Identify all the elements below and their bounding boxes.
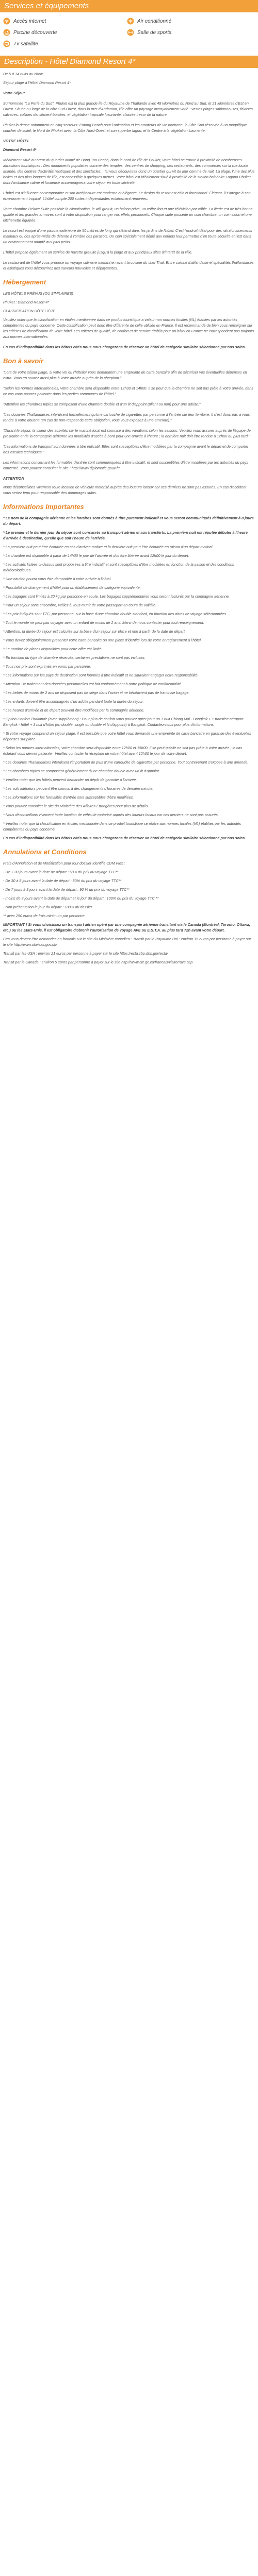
services-list xyxy=(0,12,258,52)
info-list xyxy=(3,515,255,841)
paragraph: * Les informations sur les pays de destination sont fournies à titre indicatif et ne sauraient engager notre responsabilité. xyxy=(3,673,199,677)
paragraph: "Lors de votre séjour plage, si votre vol ou l'hôtelier vous demandent une empreinte de carte bancaire afin de sécuriser vos éventuelles dépenses en extra. Vous en saurez aussi plus à votre arrivée auprès de la réception." xyxy=(3,370,247,380)
paragraph: Phuket la dense notamment en cinq secteurs: Patong Beach pour l'animation et les amateurs de vie nocturne, la Côte Sud réservée à un magnifique coucher de soleil, le Nord de Phuket avec, la Côte Nord-Ouest et son superbe lagon, et le Centre à la végétation luxuriante. xyxy=(3,123,247,133)
dumbbell-icon xyxy=(127,29,134,36)
wifi-icon xyxy=(3,18,10,25)
service-label: Piscine découverte xyxy=(13,29,57,36)
paragraph: "Durant le séjour, la valeur des activités sur le marché local est soumise à des variations selon les saisons. Veuillez vous assurer auprès de l'équipe de prestation et de la compagnie aérienne les modalités d'accès à bord pour une arrivée à l'heure ; la dernière nuit doit être rendue à 12h00 au plus tard." xyxy=(3,428,251,438)
services-title: Services et équipements xyxy=(4,2,89,10)
section-subheading: Diamond Resort 4* xyxy=(3,147,37,152)
paragraph: * Selon les normes internationales, votre chambre sera disponible entre 12h00 et 15h00. Il se peut qu'elle ne soit pas prête à votre arrivée ; le cas échéant vous devrez patienter. Veuillez contacter la réception de votre hôtel avant 12h00 le jour de votre départ. xyxy=(3,745,243,756)
paragraph: * Les bébés de moins de 2 ans ne disposent pas de siège dans l'avion et ne bénéficient pas de franchise bagage. xyxy=(3,690,190,695)
paragraph: - Non présentation le jour du départ : 100% du dossier xyxy=(3,905,92,909)
paragraph: Veuillez noter que la classification en étoiles mentionnée dans ce produit touristique a valeur non normes locales (NL) établies par les autorités compétentes du pays concerné. Cette classification peut donc être différente de celle utilisée en France. Il est recommandé de bien vous renseigner sur les critères de classification de votre hôtel. Les critères de qualité, de confort et de service établis pour un hôtel en France ne correspondent pas toujours aux normes internationales. xyxy=(3,317,254,339)
service-label: Salle de sports xyxy=(137,29,172,36)
paragraph: Idéalement situé au cœur du quartier animé de Bang Tao Beach, dans le nord de l'île de Phuket, votre hôtel se trouve à proximité de nombreuses attractions touristiques : Des monuments populaires comme des temples, des centres de shopping, des restaurants, des commerces sur la rue locale animée, des centres d'activités nautiques et des spectacles... Ici vous découvrirez donc un quartier qui vit de jour comme de nuit. La plage, l'une des plus belles et des plus longues de l'île, est accessible à quelques mètres. Votre hôtel est idéalement situé à proximité de la station balnéaire Laguna Phuket dont l'ambiance calme et luxueuse accompagnera votre séjour en toute sérénité. xyxy=(3,158,255,185)
info-heading: Informations Importantes xyxy=(3,503,84,511)
hebergement-heading: Hébergement xyxy=(3,278,46,286)
paragraph: * Nous déconseillons vivement toute location de véhicule motorisé auprès des loueurs locaux car ces derniers ne sont pas assurés. xyxy=(3,812,219,817)
paragraph: En cas d'indisponibilité dans les hôtels cités nous nous chargerons de réserver un hôtel de catégorie similaire sélectionné par nos soins. xyxy=(3,345,246,349)
paragraph: "Les douanes Thaïlandaises interdisent formellement qu'une cartouche de cigarettes par personne à l'entrée sur leur territoire. Il n'est donc pas à vous rendre à votre douane (en cas de non-respect de cette obligation, vous vous exposez à une amende)." xyxy=(3,412,250,422)
paragraph: "Selon les normes internationales, votre chambre sera disponible entre 12h00 et 14h00. Il se peut que la chambre ne soit pas prête à votre arrivée, dans ce cas vous pourrez patienter dans les parties communes de l'hôtel." xyxy=(3,386,253,396)
paragraph: * Attention : le traitement des données personnelles est fait conformément à notre politique de confidentialité. xyxy=(3,682,182,686)
paragraph: * En fonction du type de chambre réservée, certaines prestations ne sont pas incluses. xyxy=(3,655,146,660)
paragraph: * Attention, la durée du séjour est calculée sur la base d'un séjour sur place et non à partir de la date de départ. xyxy=(3,629,186,634)
paragraph: * Vous pouvez consulter le site du Ministère des Affaires Étrangères pour plus de détails. xyxy=(3,804,149,808)
annulation-heading: Annulations et Conditions xyxy=(3,848,87,856)
paragraph: * Les informations sur les formalités d'entrée sont susceptibles d'être modifiées. xyxy=(3,795,134,800)
paragraph: Votre chambre Deluxe Suite possède la climatisation, le wifi gratuit, un balcon privé, un coffre-fort et une télévision par câble. La literie est de très bonne qualité et les grandes armoires sont à votre disposition pour ranger vos effets personnels. Chaque suite possède un coin chambre, un coin salon et une kitchenette équipée. xyxy=(3,207,253,223)
service-internet xyxy=(3,18,127,25)
paragraph: * Vous devez obligatoirement présenter votre carte bancaire ou une pièce d'identité lors de votre enregistrement à l'hôtel. xyxy=(3,638,202,642)
paragraph: LES HÔTELS PRÉVUS (OU SIMILAIRES) xyxy=(3,291,73,296)
paragraph: * Tous nos prix sont exprimés en euros par personne. xyxy=(3,664,91,669)
paragraph: L'hôtel est d'influence contemporaine et son architecture est moderne et élégante. Le design du resort est chic et fonctionnel. Élégant, il s'intègre à son environnement tropical. L'hôtel compte 200 suites indépendantes entièrement rénovées. xyxy=(3,191,251,201)
paragraph: * Une caution pourra vous être demandée à votre arrivée à l'hôtel. xyxy=(3,577,111,581)
paragraph: * Le nombre de places disponibles pour cette offre est limité. xyxy=(3,647,103,651)
attention-heading: ATTENTION xyxy=(3,476,24,481)
paragraph: CLASSIFICATION HÔTELIÈRE xyxy=(3,309,56,313)
paragraph: - moins de 3 jours avant la date de départ et le jour du départ : 100% du prix du voyage TTC ** xyxy=(3,896,159,901)
paragraph: * Si votre voyage comprend un séjour plage, il est possible que votre hôtel vous demande une empreinte de carte bancaire en garantie des éventuelles dépenses sur place. xyxy=(3,731,251,741)
paragraph: - De 30 à 8 jours avant la date de départ : 80% du prix du voyage TTC** xyxy=(3,878,122,883)
paragraph: Les informations concernant les formalités d'entrée sont communiquées à titre indicatif, et sont susceptibles d'être modifiées par les autorités du pays concerné. Vous pouvez consulter le site : http://www.diplomatie.gouv.fr/ xyxy=(3,460,248,470)
service-label: Tv satellite xyxy=(13,41,38,47)
paragraph: * Les prix indiqués sont TTC, par personne, sur la base d'une chambre double standard, en fonction des dates de voyage sélectionnées. xyxy=(3,612,228,616)
page xyxy=(0,0,258,973)
paragraph: "Attention les chambres triples se composent d'une chambre double et d'un lit d'appoint (pliant ou non) pour une adulte." xyxy=(3,402,201,406)
service-air-conditioning xyxy=(127,18,251,25)
paragraph: * Possibilité de changement d'hôtel pour un établissement de catégorie équivalente. xyxy=(3,585,141,590)
snowflake-icon xyxy=(127,18,134,25)
paragraph: * Veuillez noter que les hôtels peuvent demander un dépôt de garantie à l'arrivée. xyxy=(3,777,137,782)
paragraph: * Les bagages sont limités à 20 kg par personne en soute. Les bagages supplémentaires vous seront facturés par la compagnie aérienne. xyxy=(3,594,230,599)
service-pool xyxy=(3,29,127,36)
paragraph: Transit par les USA : environ 21 euros par personne à payer sur le site https://esta.cbp.dhs.gov/esta/ xyxy=(3,951,168,956)
paragraph: Phuket : Diamond Resort 4* xyxy=(3,300,50,304)
paragraph: En cas d'indisponibilité dans les hôtels cités nous nous chargerons de réserver un hôtel de catégorie similaire sélectionné par nos soins. xyxy=(3,836,246,840)
description-header xyxy=(0,56,258,68)
paragraph: * Veuillez noter que la classification en étoiles mentionnée dans ce produit touristique se réfère aux normes locales (NL) établies par les autorités compétentes du pays concerné. xyxy=(3,821,241,832)
paragraph: * Les activités listées ci-dessus sont proposées à titre indicatif et sont susceptibles d'être modifiées en fonction de la saison et des conditions météorologiques. xyxy=(3,562,234,572)
section-heading: Votre Séjour xyxy=(3,91,25,95)
paragraph: Ces vous devrez être demandes en français sur le site du Ministère canadien : Transit par le Royaume Uni : environ 15 euros par personne à payer sur le site http://www.ukvisas.gov.uk/ xyxy=(3,937,251,947)
paragraph: "Les informations de transport sont données à titre indicatif. Elles sont susceptibles d'être modifiées par la compagnie avant le départ et de comporter des escales techniques." xyxy=(3,444,249,454)
paragraph: Surnommée "La Perle du Sud", Phuket est la plus grande île du Royaume de Thaïlande avec 48 kilomètres du Nord au Sud, et 21 kilomètres d'Est en Ouest. Située au large de la côte Sud-Ouest, dans la mer d'Andaman, l'île offre un paysage incroyablement varié : vastes plages sablonneuses, falaises calcaires, collines densément boisées, et végétation tropicale luxuriante, classée trésor de la nature. xyxy=(3,101,253,117)
services-header xyxy=(0,0,258,12)
service-label: Accès internet xyxy=(13,18,46,24)
paragraph: Frais d'Annulation et de Modification pour tout dossier Identifié CDM Flex : xyxy=(3,861,125,866)
description-title: Description - Hôtel Diamond Resort 4* xyxy=(4,57,136,66)
section-heading: VOTRE HÔTEL xyxy=(3,139,30,143)
paragraph: * La première nuit peut être écourtée en cas d'arrivée tardive et la dernière nuit peut être écourtée en raison d'un départ matinal. xyxy=(3,545,214,549)
paragraph: IMPORTANT ! Si vous choisissez un transport aérien opéré par une compagnie aérienne transitant via le Canada (Montréal, Toronto, Ottawa, etc.) ou les Etats-Unis, il est obligatoire d'obtenir l'autorisation de voyage AVE ou E.S.T.A. au plus tard 72h avant votre départ. xyxy=(3,922,250,933)
paragraph: * Pour un séjour sans encombre, veillez à vous munir de votre passeport en cours de validité. xyxy=(3,603,157,607)
bon-savoir-heading: Bon à savoir xyxy=(3,357,44,365)
services-row xyxy=(3,27,255,38)
paragraph: * La chambre est disponible à partir de 14h00 le jour de l'arrivée et doit être libérée avant 12h00 le jour du départ. xyxy=(3,553,189,558)
paragraph: Le restaurant de l'hôtel vous propose un voyage culinaire mettant en avant la cuisine du chef Thaï. Entre cuisine thaïlandaise et spécialités thaïlandaises et asiatiques vous découvrirez des saveurs nouvelles et dépaysantes. xyxy=(3,260,254,270)
paragraph: * Les enfants doivent être accompagnés d'un adulte pendant toute la durée du séjour. xyxy=(3,699,144,704)
paragraph: ** avec 250 euros de frais minimum par personne xyxy=(3,913,85,918)
description-body xyxy=(0,68,258,973)
service-gym xyxy=(127,29,251,36)
tv-icon xyxy=(3,40,10,47)
paragraph: * Les douanes Thaïlandaises interdisent l'importation de plus d'une cartouche de cigarettes par personne. Tout contrevenant s'expose à une amende. xyxy=(3,760,249,765)
paragraph: * Les heures d'arrivée et de départ peuvent être modifiées par la compagnie aérienne. xyxy=(3,708,144,713)
intro-line: Séjour plage à l'Hôtel Diamond Resort 4* xyxy=(3,80,71,85)
paragraph: Transit par le Canada : environ 5 euros par personne à payer sur le site http://www.cic.gc.ca/francais/visiter/ave.asp xyxy=(3,960,193,964)
paragraph: * Les chambres triples se composent généralement d'une chambre double avec un lit d'appoint. xyxy=(3,769,160,773)
paragraph: Le resort est équipé d'une piscine extérieure de 50 mètres de long qui s'étend dans les jardins de l'hôtel. C'est l'endroit idéal pour des rafraîchissements matinaux ou des après-midis de détente à l'ombre des parasols. Un coin spécialement dédié aux enfants leur permettra d'en toute sécurité et l'est dans un environnement adapté aux plus petits. xyxy=(3,228,252,244)
paragraph: - De 7 jours à 3 jours avant la date de départ : 90 % du prix du voyage TTC** xyxy=(3,887,130,892)
services-row xyxy=(3,38,255,49)
service-tv xyxy=(3,40,127,47)
annulation-list xyxy=(3,860,255,965)
paragraph: * Le premier et le dernier jour du séjour sont consacrés au transport aérien et aux transferts. La première nuit est réputée débuter à l'heure d'arrivée à destination, qu'elle que soit l'heure de l'arrivée. xyxy=(3,530,248,540)
intro-line: De 5 à 14 nuits au choix xyxy=(3,72,43,76)
paragraph: - De + 30 jours avant la date de départ : 60% du prix du voyage TTC** xyxy=(3,870,119,874)
pool-icon xyxy=(3,29,10,36)
paragraph: * Option Confort Thaïlande (avec supplément) : Pour plus de confort vous pouvez opter pour un 1 nuit Chiang Mai - Bangkok + 1 transfert aéroport Bangkok - hôtel + 1 nuit d'hôtel (en double, single ou double et lit d'appoint) à Bangkok. Contactez-nous pour plus d'informations. xyxy=(3,717,244,727)
service-label: Air conditionné xyxy=(137,18,172,24)
paragraph: Nous déconseillons vivement toute location de véhicule motorisé auprès des loueurs locaux car ces derniers ne sont pas assurés. En cas d'accident vous seriez tenu pour responsable des dommages subis. xyxy=(3,485,247,495)
services-row xyxy=(3,15,255,27)
paragraph: * Tout le monde ne peut pas voyager avec un enfant de moins de 2 ans. Merci de nous contacter pour tout renseignement. xyxy=(3,620,204,625)
paragraph: * Les vols intérieurs peuvent être soumis à des changements d'horaires de dernière minute. xyxy=(3,786,154,791)
paragraph: L'hôtel propose également un service de navette gratuite jusqu'à la plage et aux principaux sites d'intérêt de la ville. xyxy=(3,250,192,255)
paragraph: * Le nom de la compagnie aérienne et les horaires sont donnés à titre purement indicatif et vous seront communiqués définitivement à 8 jours du départ. xyxy=(3,516,254,526)
